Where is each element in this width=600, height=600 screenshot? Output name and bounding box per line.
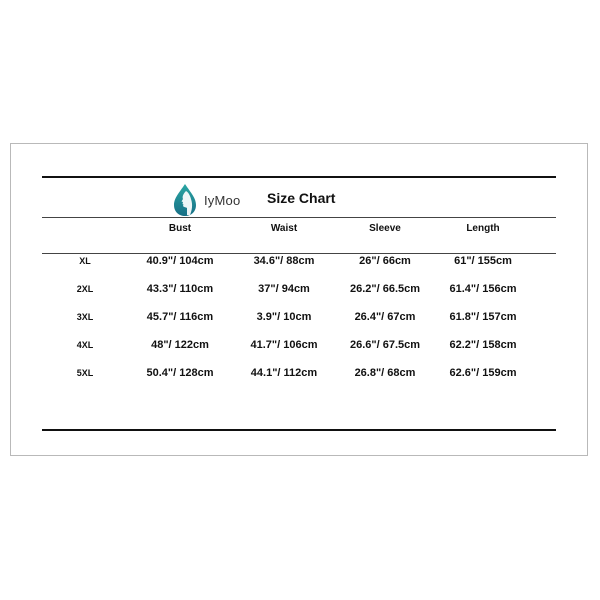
- column-header-sleeve: Sleeve: [369, 223, 401, 234]
- bust-cell: 48"/ 122cm: [151, 339, 209, 351]
- size-label: 5XL: [76, 368, 94, 378]
- top-rule: [42, 176, 556, 178]
- sleeve-cell: 26.6"/ 67.5cm: [349, 339, 421, 351]
- size-label: 3XL: [76, 312, 94, 322]
- column-header-waist: Waist: [270, 223, 298, 234]
- length-cell: 62.6"/ 159cm: [449, 367, 517, 379]
- length-cell: 61.8"/ 157cm: [449, 311, 517, 323]
- brand-logo: [172, 182, 240, 218]
- size-label: XL: [79, 256, 91, 266]
- waist-cell: 37"/ 94cm: [258, 283, 310, 295]
- length-cell: 62.2"/ 158cm: [449, 339, 517, 351]
- size-label: 2XL: [76, 284, 94, 294]
- waist-cell: 34.6"/ 88cm: [253, 255, 315, 267]
- waist-cell: 3.9"/ 10cm: [256, 311, 312, 323]
- sleeve-cell: 26.4"/ 67cm: [354, 311, 416, 323]
- size-label: 4XL: [76, 340, 94, 350]
- column-header-length: Length: [466, 223, 500, 234]
- sleeve-cell: 26.2"/ 66.5cm: [349, 283, 421, 295]
- length-cell: 61"/ 155cm: [454, 255, 512, 267]
- page-title: Size Chart: [267, 190, 336, 206]
- brand-name: IyMoo: [204, 192, 241, 208]
- bust-cell: 50.4"/ 128cm: [146, 367, 214, 379]
- bottom-rule: [42, 429, 556, 431]
- column-header-bust: Bust: [168, 223, 192, 234]
- column-header-divider: [42, 253, 556, 254]
- waist-cell: 41.7"/ 106cm: [250, 339, 318, 351]
- sleeve-cell: 26"/ 66cm: [359, 255, 411, 267]
- waist-cell: 44.1"/ 112cm: [250, 367, 318, 379]
- length-cell: 61.4"/ 156cm: [449, 283, 517, 295]
- header-divider: [42, 217, 556, 218]
- bust-cell: 45.7"/ 116cm: [146, 311, 214, 323]
- sleeve-cell: 26.8"/ 68cm: [354, 367, 416, 379]
- bust-cell: 40.9"/ 104cm: [146, 255, 214, 267]
- bust-cell: 43.3"/ 110cm: [146, 283, 214, 295]
- woman-profile-drop-icon: [172, 183, 198, 217]
